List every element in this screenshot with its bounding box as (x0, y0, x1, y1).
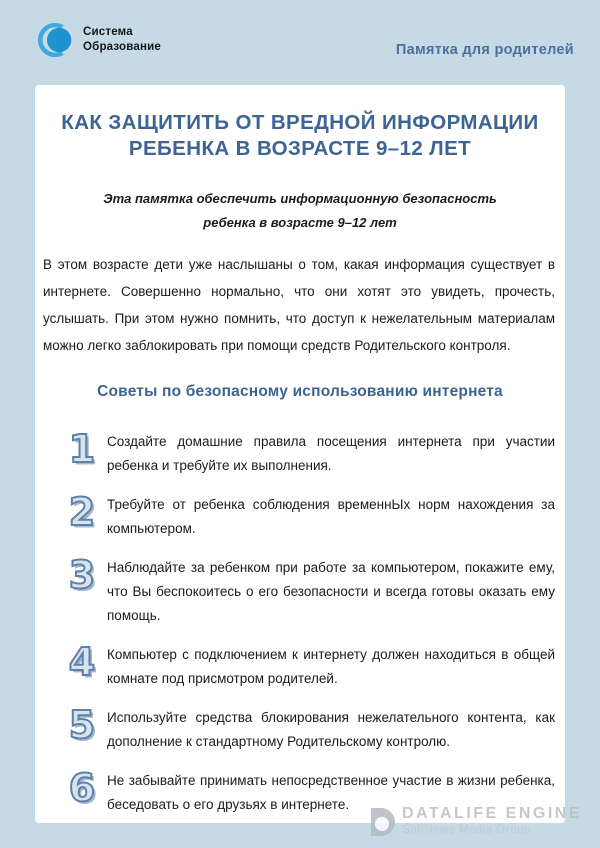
intro-paragraph: В этом возрасте дети уже наслышаны о том, какая информация существует в интернете. Совершенно нормально, что они хотят это увидеть, прочесть, услышать. При этом нужно помнить, что доступ к нежелательным материалам можно легко заблокировать при помощи средств Родительского контроля. (43, 257, 555, 354)
page-subtitle-line-2: ребенка в возрасте 9–12 лет (203, 214, 397, 230)
section-heading: Советы по безопасному использованию интернета (97, 383, 503, 401)
tip-number: 5 (68, 703, 96, 748)
list-item (35, 428, 565, 478)
datalife-engine-watermark (370, 805, 582, 837)
watermark-line-2: SoftNews Media Group (401, 824, 531, 836)
watermark-line-1: DATALIFE ENGINE (401, 805, 582, 822)
tip-number: 6 (68, 766, 96, 811)
tip-number: 4 (68, 640, 96, 685)
list-item (35, 641, 565, 691)
tip-number: 2 (68, 490, 96, 535)
tip-number: 1 (68, 427, 96, 472)
tip-text: Не забывайте принимать непосредственное участие в жизни ребенка, беседовать о его друзьях в интернете. (107, 773, 555, 813)
page-title-line-1: КАК ЗАЩИТИТЬ ОТ ВРЕДНОЙ ИНФОРМАЦИИ (61, 111, 539, 134)
document-kicker: Памятка для родителей (395, 42, 574, 58)
tips-list (35, 428, 565, 817)
globe-swoosh-icon (38, 22, 74, 58)
page-title-line-2: РЕБЕНКА В ВОЗРАСТЕ 9–12 ЛЕТ (128, 137, 472, 161)
datalife-d-icon (370, 807, 396, 837)
publisher-logo-text (83, 25, 161, 55)
page-title (35, 110, 565, 162)
page-subtitle-line-1: Эта памятка обеспечить информационную безопасность (103, 191, 497, 207)
list-item (35, 554, 565, 628)
content-card (35, 85, 565, 823)
publisher-logo (38, 22, 161, 58)
watermark-text (402, 805, 582, 836)
tip-text: Наблюдайте за ребенком при работе за компьютером, покажите ему, что Вы беспокоитесь о его безопасности и всегда готовы оказать ему помощь. (107, 560, 555, 624)
list-item (35, 491, 565, 541)
logo-line-1: Система (83, 26, 133, 39)
list-item (35, 704, 565, 754)
page-subtitle (35, 187, 565, 234)
logo-line-2: Образование (83, 41, 161, 53)
tip-text: Создайте домашние правила посещения интернета при участии ребенка и требуйте их выполнения. (107, 434, 555, 474)
tip-text: Требуйте от ребенка соблюдения временнЫх норм нахождения за компьютером. (107, 497, 555, 537)
tip-text: Компьютер с подключением к интернету должен находиться в общей комнате под присмотром родителей. (107, 647, 555, 687)
tip-text: Используйте средства блокирования нежелательного контента, как дополнение к стандартному Родительскому контролю. (107, 710, 555, 750)
tip-number: 3 (68, 553, 96, 598)
